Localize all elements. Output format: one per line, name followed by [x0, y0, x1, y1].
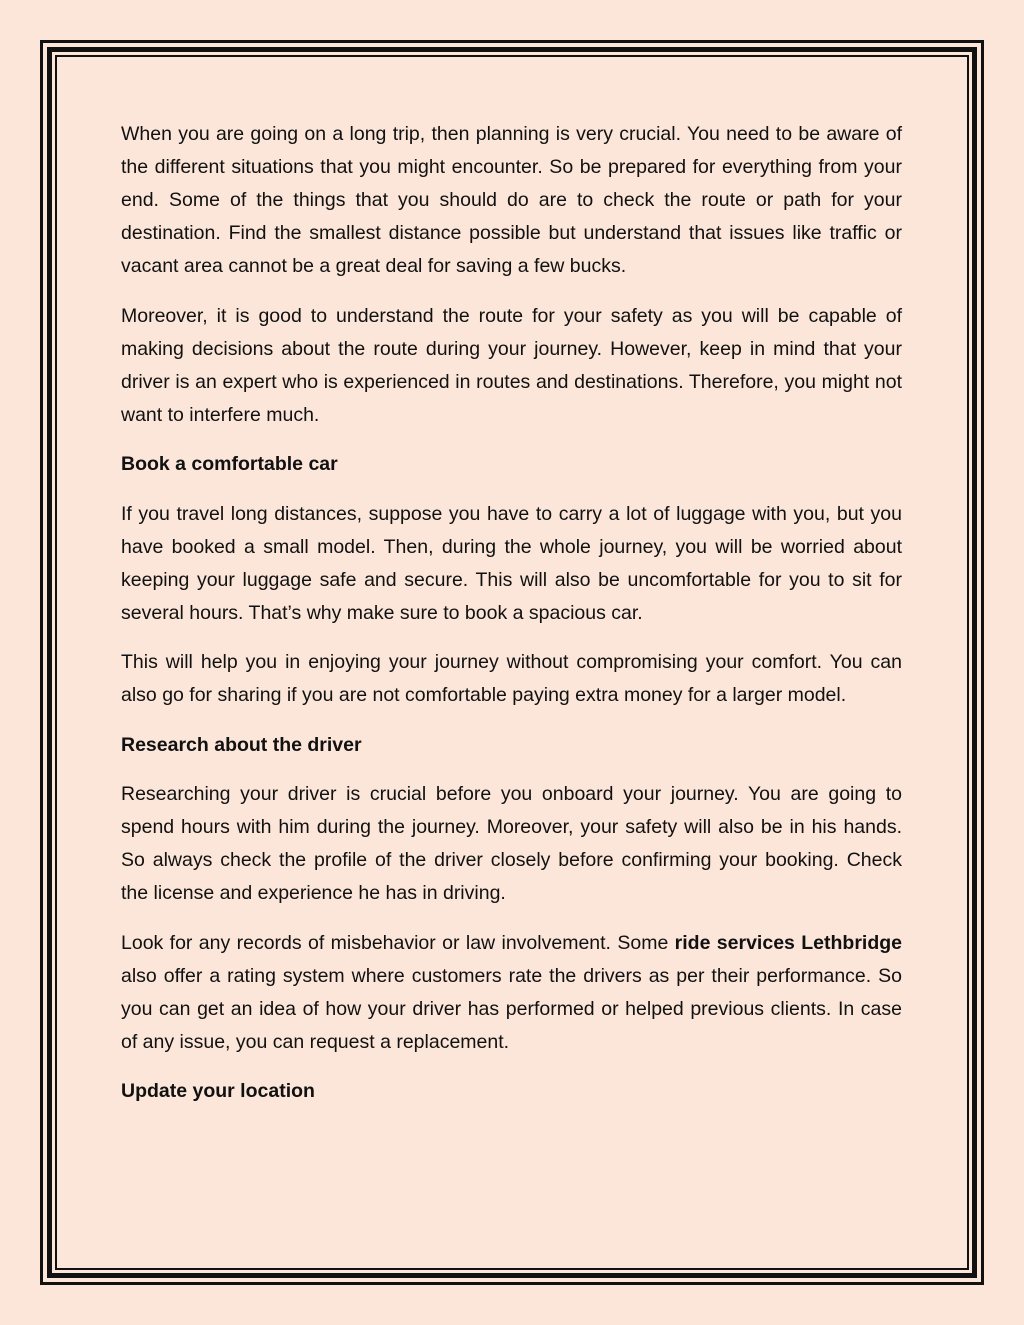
- ride-services-link-text: ride services Lethbridge: [674, 931, 903, 954]
- paragraph-route-safety: Moreover, it is good to understand the route for your safety as you will be capable of making decisions about the route during your journey. However, keep in mind that your driver is an expert who is experienced in routes and destinations. Therefore, you might not want to interfere much.: [121, 304, 902, 426]
- heading-book-comfortable-car: Book a comfortable car: [121, 453, 338, 475]
- paragraph-comfort: This will help you in enjoying your journey without compromising your comfort. You can also go for sharing if you are not comfortable paying extra money for a larger model.: [121, 651, 902, 706]
- document-body: [121, 118, 902, 1125]
- rating-text-after: also offer a rating system where customers rate the drivers as per their performance. So you can get an idea of how your driver has performed or helped previous clients. In case of any issue, you can request a replacement.: [121, 964, 902, 1053]
- paragraph-luggage: If you travel long distances, suppose you have to carry a lot of luggage with you, but you have booked a small model. Then, during the whole journey, you will be worried about keeping your luggage safe and secure. This will also be uncomfortable for you to sit for several hours. That’s why make sure to book a spacious car.: [121, 502, 902, 624]
- rating-text-before: Look for any records of misbehavior or law involvement. Some: [121, 931, 675, 954]
- heading-research-driver: Research about the driver: [121, 733, 362, 756]
- paragraph-rating-system: [121, 927, 902, 1059]
- paragraph-driver-research: Researching your driver is crucial before you onboard your journey. You are going to spend hours with him during the journey. Moreover, your safety will also be in his hands. So always check the profile of the driver closely before confirming your booking. Check the license and experience he has in driving.: [121, 783, 902, 904]
- heading-update-location: Update your location: [121, 1080, 315, 1102]
- paragraph-intro: When you are going on a long trip, then planning is very crucial. You need to be aware of the different situations that you might encounter. So be prepared for everything from your end. Some of the things that you should do are to check the route or path for your destination. Find the smallest distance possible but understand that issues like traffic or vacant area cannot be a great deal for saving a few bucks.: [121, 123, 902, 277]
